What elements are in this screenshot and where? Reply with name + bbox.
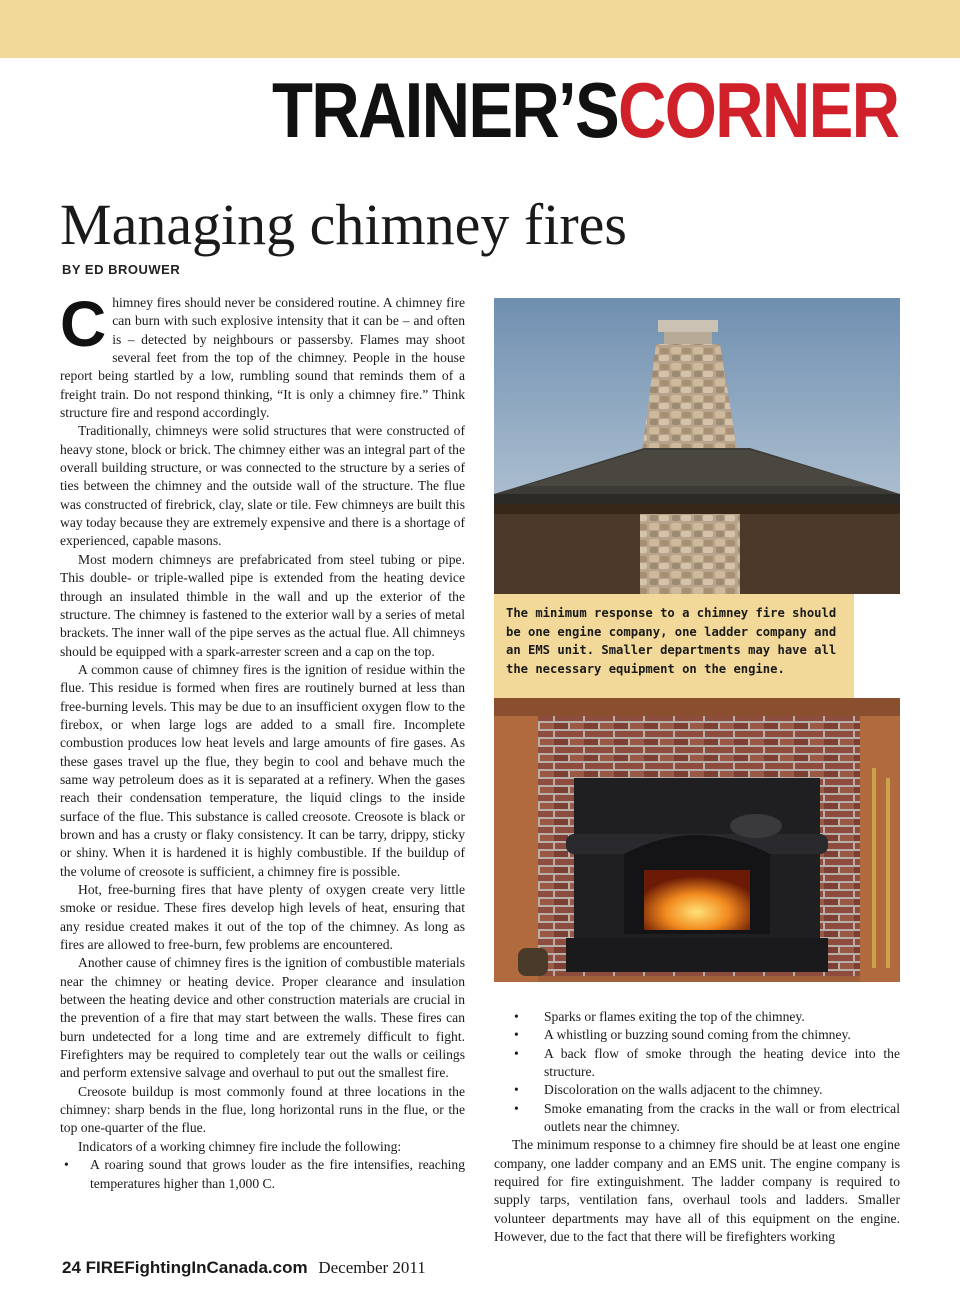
bullet-list-left: [60, 1156, 465, 1193]
chimney-roof-illustration: [494, 298, 900, 594]
paragraph-3: Most modern chimneys are prefabricated from steel tubing or pipe. This double- or triple-walled pipe is extended from the heating device through an insulated thimble in the wall and up the exterior of the structure. The chimney is fastened to the exterior wall by a series of metal brackets. The inner wall of the pipe serves as the actual flue. All chimneys should be equipped with a spark-arrester screen and a cap on the top.: [60, 551, 465, 659]
paragraph-5: Hot, free-burning fires that have plenty of oxygen create very little smoke or residue. These fires develop high levels of heat, ensuring that any residue created makes it out of the top of the chimney. As long as fires are allowed to free-burn, few problems are encountered.: [60, 882, 465, 953]
paragraph-2: Traditionally, chimneys were solid structures that were constructed of heavy stone, block or brick. The chimney either was an integral part of the overall building structure, or was connected to the structure by a series of ties between the chimney and the outside wall of the structure. The flue was constructed of firebrick, clay, slate or tile. Few chimneys are built this way today because they are extremely expensive and there is a shortage of experienced, capable masons.: [60, 423, 465, 549]
page-number: 24: [62, 1258, 81, 1277]
fireplace-illustration: [494, 698, 900, 982]
paragraph-8: Indicators of a working chimney fire include the following:: [78, 1138, 402, 1154]
paragraph-7: Creosote buildup is most commonly found at three locations in the chimney: sharp bends in the flue, long horizontal runs in the flue, or the top one-quarter of the flue.: [60, 1083, 465, 1136]
drop-cap: C: [60, 288, 107, 360]
chimney-roof-photo: [494, 298, 900, 594]
paragraph-9: The minimum response to a chimney fire should be at least one engine company, one ladder company and an EMS unit. The engine company is required for fire extinguishment. The ladder company is required to supply tarps, ventilation fans, overhaul tools and ladders. Smaller volunteer departments may have all of this equipment on the engine. However, due to the fact that there will be firefighters working: [494, 1137, 900, 1245]
paragraph-1: [60, 288, 465, 422]
paragraph-4: A common cause of chimney fires is the ignition of residue within the flue. This residue is formed when fires are routinely burned at less than free-burning levels. This may be due to an insufficient oxygen flow to the firebox, or when large logs are added to a small fire. Incomplete combustion produces low heat levels and large amounts of fire gases. As these gases travel up the flue, they begin to cool and behave much the same way petroleum does as it is separated at a refinery. When the gases reach their condensation temperature, the liquid clings to the inside surface of the flue. This substance is called creosote. Creosote is black or brown and has a crusty or flaky consistency. It can be tarry, drippy, sticky or shiny. When it is hardened it is highly combustible. If the buildup of the volume of creosote is sufficient, a chimney fire is possible.: [60, 661, 465, 879]
list-item: • A back flow of smoke through the heating device into the structure.: [494, 1045, 900, 1082]
photo-caption: The minimum response to a chimney fire should be one engine company, one ladder company and an EMS unit. Smaller departments may have all the necessary equipment on the engine.: [494, 594, 854, 698]
list-item: • A roaring sound that grows louder as the fire intensifies, reaching temperatures higher than 1,000 C.: [60, 1156, 465, 1193]
list-item: • A whistling or buzzing sound coming from the chimney.: [494, 1026, 900, 1044]
bullet-list-right: [494, 1008, 900, 1136]
article-byline: BY ED BROUWER: [62, 262, 181, 277]
fireplace-insert-photo: [494, 698, 900, 982]
article-title: Managing chimney fires: [60, 192, 627, 257]
list-item: • Sparks or flames exiting the top of the chimney.: [494, 1008, 900, 1026]
paragraph-6: Another cause of chimney fires is the ignition of combustible materials near the chimney or heating device. Proper clearance and insulation between the heating device and other construction materials are crucial in the prevention of a fire that may start between the walls. These fires can burn undetected for a long time and are extremely difficult to fight. Firefighters may be required to completely tear out the walls or ceilings and perform extensive salvage and overhaul to put out the smallest fire.: [60, 955, 465, 1081]
paragraph-1-text: himney fires should never be considered routine. A chimney fire can burn with such explosive intensity that it can be – and often is – detected by neighbours or passersby. Flames may shoot several feet from the top of the chimney. People in the house report being startled by a low, rumbling sound that reminds them of a freight train. Do not respond thinking, “It is only a chimney fire.” Think structure fire and respond accordingly.: [60, 295, 465, 421]
section-header-word-corner: CORNER: [617, 66, 898, 154]
section-header: [271, 66, 898, 154]
website-link[interactable]: FIREFightingInCanada.com: [85, 1258, 308, 1277]
section-header-word-trainers: TRAINER’S: [271, 66, 618, 154]
top-color-band: [0, 0, 960, 58]
issue-date: December 2011: [318, 1258, 426, 1277]
page-footer: [62, 1258, 426, 1278]
list-item: • Discoloration on the walls adjacent to the chimney.: [494, 1081, 900, 1099]
list-item: • Smoke emanating from the cracks in the wall or from electrical outlets near the chimney.: [494, 1100, 900, 1137]
left-text-column: [60, 288, 465, 1193]
right-text-column: [494, 1008, 900, 1246]
